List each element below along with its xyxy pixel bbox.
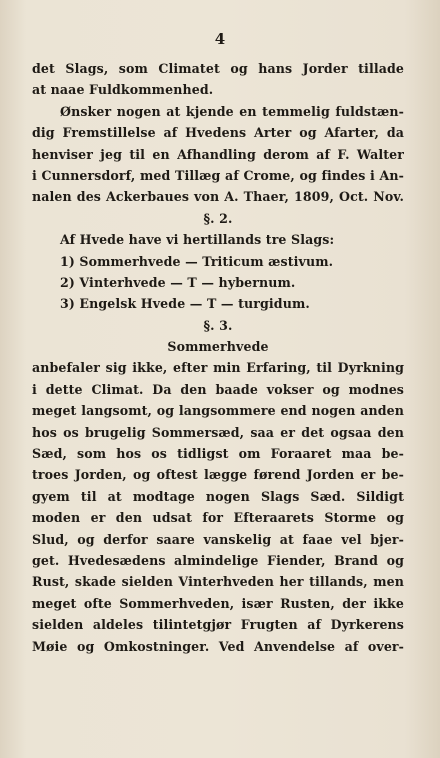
text-line: meget ofte Sommerhveden, især Rusten, der ikke xyxy=(32,595,404,611)
text-line: dig Fremstillelse af Hvedens Arter og Afarter, da xyxy=(32,125,404,141)
text-line: sielden aldeles tilintetgjør Frugten af Dyrkerens xyxy=(32,617,404,633)
text-line: Slud, og derfor saare vanskelig at faae vel bjer- xyxy=(32,531,404,547)
text-line: get. Hvedesædens almindelige Fiender, Brand og xyxy=(32,552,404,568)
text-line: 2) Vinterhvede — T — hybernum. xyxy=(60,274,296,290)
text-line: Sæd, som hos os tidligst om Foraaret maa be- xyxy=(32,446,404,462)
text-line: hos os brugelig Sommersæd, saa er det ogsaa den xyxy=(32,424,404,440)
text-line: Møie og Omkostninger. Ved Anvendelse af over- xyxy=(32,638,404,654)
text-line: henviser jeg til en Afhandling derom af F. Walter xyxy=(32,146,404,162)
text-line: Rust, skade sielden Vinterhveden her tillands, men xyxy=(32,574,404,590)
text-line: §. 3. xyxy=(203,317,233,333)
text-line: 3) Engelsk Hvede — T — turgidum. xyxy=(60,296,310,312)
text-line: anbefaler sig ikke, efter min Erfaring, til Dyrkning xyxy=(32,360,404,376)
text-line: i Cunnersdorf, med Tillæg af Crome, og findes i An- xyxy=(32,167,404,183)
text-line: 1) Sommerhvede — Triticum æstivum. xyxy=(60,253,334,269)
text-line: §. 2. xyxy=(203,210,233,226)
text-line: troes Jorden, og oftest lægge førend Jorden er be- xyxy=(32,467,404,483)
text-line: meget langsomt, og langsommere end nogen anden xyxy=(32,403,404,419)
text-line: det Slags, som Climatet og hans Jorder tillade xyxy=(32,61,404,76)
body-text xyxy=(32,58,404,657)
text-line: i dette Climat. Da den baade vokser og modnes xyxy=(32,381,404,397)
page-number: 4 xyxy=(214,30,226,48)
text-line: Ønsker nogen at kjende en temmelig fuldstæn- xyxy=(60,103,404,119)
text-line: Sommerhvede xyxy=(167,339,269,355)
text-line: at naae Fuldkommenhed. xyxy=(32,82,214,98)
text-line: nalen des Ackerbaues von A. Thaer, 1809, Oct. Nov. xyxy=(32,189,404,205)
text-line: gyem til at modtage nogen Slags Sæd. Sildigt xyxy=(32,488,404,504)
text-line: moden er den udsat for Efteraarets Storme og xyxy=(32,510,404,526)
text-line: Af Hvede have vi hertillands tre Slags: xyxy=(60,232,335,248)
